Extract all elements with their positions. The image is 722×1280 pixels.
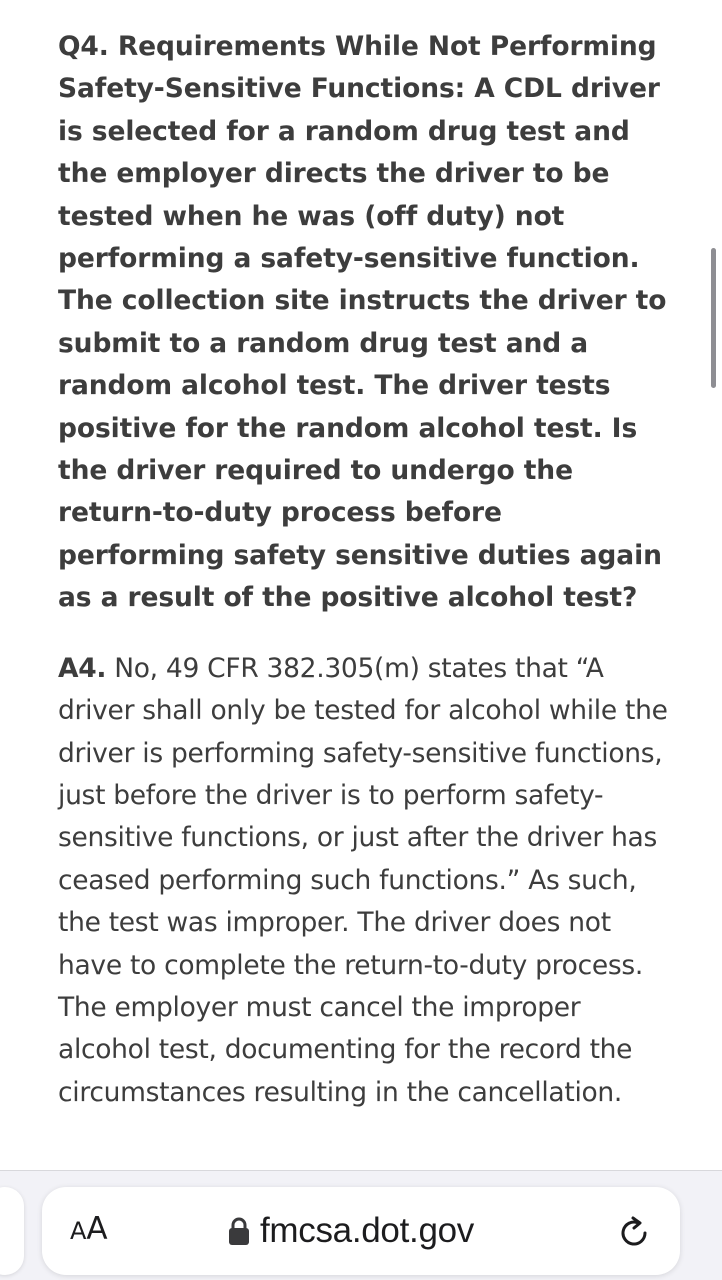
scroll-indicator[interactable] <box>711 248 716 388</box>
answer-label: A4. <box>58 652 107 684</box>
url-text: fmcsa.dot.gov <box>260 1211 474 1250</box>
article-content <box>58 26 668 1114</box>
address-bar[interactable] <box>42 1187 680 1275</box>
text-size-button[interactable] <box>70 1211 108 1251</box>
previous-tab-peek[interactable] <box>0 1187 24 1275</box>
reload-icon[interactable] <box>616 1215 652 1251</box>
browser-toolbar <box>0 1170 722 1280</box>
lock-icon <box>228 1216 250 1246</box>
text-size-small-letter: A <box>70 1217 87 1245</box>
text-size-large-letter: A <box>86 1211 108 1247</box>
answer-text: No, 49 CFR 382.305(m) states that “A driver shall only be tested for alcohol while the driver is performing safety-sensitive functions, just before the driver is to perform safety-sensitive functions, or just after the driver has ceased performing such functions.” As such, the test was improper. The driver does not have to complete the return-to-duty process. The employer must cancel the improper alcohol test, documenting for the record the circumstances resulting in the cancellation. <box>58 652 668 1108</box>
question-text: Q4. Requirements While Not Performing Safety-Sensitive Functions: A CDL driver is selected for a random drug test and the employer directs the driver to be tested when he was (off duty) not performing a safety-sensitive function. The collection site instructs the driver to submit to a random drug test and a random alcohol test. The driver tests positive for the random alcohol test. Is the driver required to undergo the return-to-duty process before performing safety sensitive duties again as a result of the positive alcohol test? <box>58 31 667 614</box>
url-display[interactable] <box>228 1209 474 1253</box>
answer-paragraph <box>58 648 668 1114</box>
